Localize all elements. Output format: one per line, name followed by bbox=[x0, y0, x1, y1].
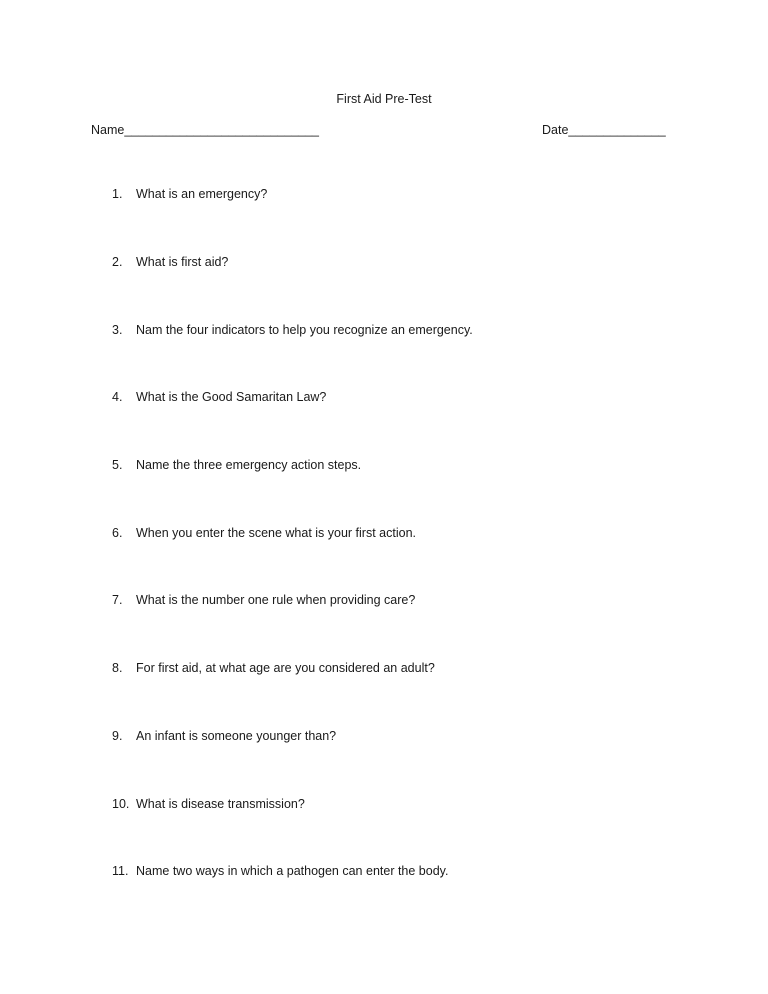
question-item bbox=[112, 728, 712, 744]
question-number: 6. bbox=[112, 526, 123, 540]
question-item bbox=[112, 322, 712, 338]
question-text: What is the Good Samaritan Law? bbox=[136, 390, 327, 404]
question-number: 2. bbox=[112, 255, 123, 269]
question-item bbox=[112, 660, 712, 676]
question-text: What is the number one rule when providing care? bbox=[136, 593, 416, 607]
question-text: For first aid, at what age are you considered an adult? bbox=[136, 661, 435, 675]
question-item bbox=[112, 457, 712, 473]
question-number: 10. bbox=[112, 797, 130, 811]
question-number: 11. bbox=[112, 864, 129, 878]
question-number: 5. bbox=[112, 458, 123, 472]
question-text: What is first aid? bbox=[136, 255, 229, 269]
question-text: What is disease transmission? bbox=[136, 797, 305, 811]
question-text: Name the three emergency action steps. bbox=[136, 458, 362, 472]
question-item bbox=[112, 863, 712, 879]
question-text: When you enter the scene what is your first action. bbox=[136, 526, 416, 540]
question-number: 1. bbox=[112, 187, 123, 201]
question-text: Name two ways in which a pathogen can enter the body. bbox=[136, 864, 449, 878]
question-number: 8. bbox=[112, 661, 123, 675]
question-item bbox=[112, 254, 712, 270]
question-item bbox=[112, 186, 712, 202]
question-number: 9. bbox=[112, 729, 123, 743]
question-number: 3. bbox=[112, 323, 123, 337]
question-item bbox=[112, 525, 712, 541]
question-item bbox=[112, 592, 712, 608]
question-text: Nam the four indicators to help you recognize an emergency. bbox=[136, 323, 473, 337]
page-title: First Aid Pre-Test bbox=[336, 92, 432, 106]
question-text: What is an emergency? bbox=[136, 187, 268, 201]
question-number: 7. bbox=[112, 593, 123, 607]
name-field: Name____________________________ bbox=[91, 123, 319, 137]
question-item bbox=[112, 796, 712, 812]
question-number: 4. bbox=[112, 390, 123, 404]
question-item bbox=[112, 389, 712, 405]
question-text: An infant is someone younger than? bbox=[136, 729, 337, 743]
date-field: Date______________ bbox=[542, 123, 666, 137]
